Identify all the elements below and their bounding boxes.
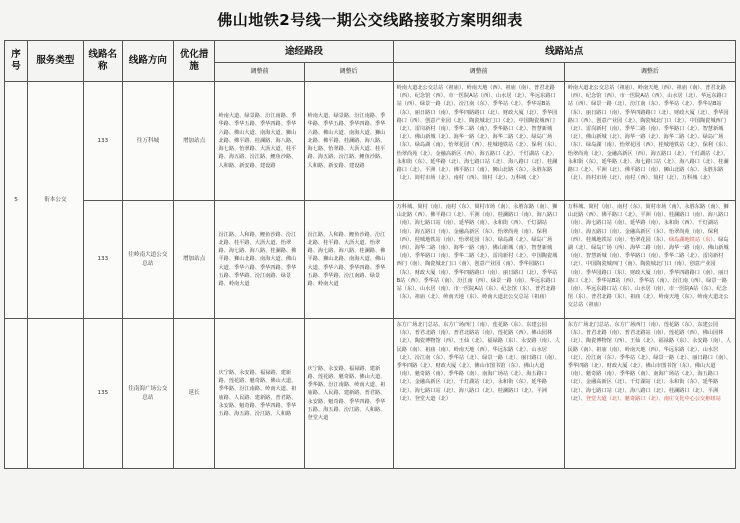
table-row — [5, 82, 736, 201]
header-via-route: 途经路段 — [215, 41, 393, 63]
table-row — [5, 319, 736, 469]
stops-after-new: 登堂大道（北）、魁奇路口（北）、南庄文化中心公交枢纽站 — [585, 395, 721, 402]
header-stops-before: 调整前 — [393, 63, 564, 82]
route-measure: 增加站点 — [173, 82, 215, 201]
table-row — [5, 201, 736, 319]
via-after: 汾江路、人和路、鲤鱼沙路、汾江北路、桂平路、大沥大道、怡翠路、海七路、海八路、桂澜路、佛平路、狮山北路、南海大道、佛山大道、季华六路、季华四路、季华五路、季华路、汾江南路、绿景路、岭南大道 — [304, 201, 393, 319]
header-index: 序号 — [5, 41, 28, 82]
header-service-type: 服务类型 — [28, 41, 84, 82]
stops-after-text: 万科城、简村（南）、南村（东）、简村市场（南）、永胜东路（南）、狮山北路（西）、佛平路口（北）、平洲（南）、桂澜路口（南）、海八路口（南）、海七路口站（南）、延华路（南）、永和街（西）、千灯湖站（南）、海五路口（南）、金融高新区（东）、怡翠尚苑（南）、保利（西）、桂城地铁站（南）、怡翠花园（东）、 — [567, 204, 729, 243]
stops-before: 东方广场北门总站、东方广场西门（南）、莲花路（东）、东建公园（东）、普君北路（南）、普君北路站（南）、莲花路（西）、佛山园林（北）、陶瓷博物馆（西）、王仙（北）、福禄路（东）、永安路（南）、人民路（南）、祖庙（南）、岭南天地（西）、华远东路（北）、山水居（北）、汾江南（东）、季华站（北）、绿景一路（北）、丽日路口（南）、季华四路（北）、财政大厦（北）、佛山市图书馆（东）、佛山大道（南）、魁奇路（南）、季华路（南）、南海广场站（北）、海五路口（北）、金融高新区（北）、千灯湖站（北）、永和街（东）、延华路（北）、海七路口站（北）、海八路口（北）、桂澜路口（北）、平洲（北）、登堂大道（北） — [393, 319, 564, 469]
route-name: 133 — [83, 201, 122, 319]
stops-before: 岭南大道北公交总站（祖庙）、岭南天地（西）、祖庙（南）、普君北路（西）、纪念馆（西）、市一医院A站（西）、山水居（北）、华远东路口站（西）、绿景一路（北）、汾江南（东）、季华站（北）、季华站B站（东）、丽日路口（南）、季华四路路口（北）、财政大厦（北）、季华园路口（西）、创意产业园（北）、陶瓷城北门口（北）、中国陶瓷城西门（北）、雷岗新村（南）、季华二路（南）、季华路口（北）、智慧新城（北）、佛山新城（北）、海华一路（北）、海华二路（北）、绿岛广场（东）、绿岛湖（南）、怡翠花园（西）、桂城地铁站（北）、保利（东）、怡翠尚苑（北）、金融高新区（西）、海五路口（北）、千灯湖站（北）、永和街（东）、延华路（北）、海七路口站（北）、海八路口（北）、桂澜路口（北）、平洲（北）、佛平路口（南）、狮山北路（东）、永胜东路（北）、简村市场（北）、南村（西）、简村（北）、万科城（北） — [393, 82, 564, 201]
route-table — [4, 40, 736, 469]
route-name: 135 — [83, 319, 122, 469]
header-measure: 优化措施 — [173, 41, 215, 82]
via-before: 岭南大道、绿景路、汾江南路、季华路、季华五路、季华四路、季华六路、佛山大道、南海大道、狮山北路、佛平路、桂澜路、海八路、海七路、怡翠路、大沥大道、桂平路、海五路、汾江路、鲤鱼沙路、人和路、新安路、建设路 — [215, 82, 304, 201]
route-name: 133 — [83, 82, 122, 201]
group-index: 5 — [5, 82, 28, 319]
header-stops: 线路站点 — [393, 41, 735, 63]
stops-after — [564, 319, 735, 469]
header-via-after: 调整后 — [304, 63, 393, 82]
route-measure: 延长 — [173, 319, 215, 469]
group-service-type-empty — [28, 319, 84, 469]
header-route-name: 线路名称 — [83, 41, 122, 82]
stops-after — [564, 201, 735, 319]
group-service-type: 衔本公交 — [28, 82, 84, 319]
route-direction: 往岭南大道公交总站 — [122, 201, 173, 319]
header-via-before: 调整前 — [215, 63, 304, 82]
stops-after-new: 绿岛湖地铁站（东） — [668, 236, 713, 243]
route-measure: 增加站点 — [173, 201, 215, 319]
via-after: 庆宁路、永安路、福禄路、建新路、莲花路、魁奇路、佛山大道、季华路、汾江南路、岭南大道、祖庙路、人民路、建新路、普君路、永安路、魁奇路、季华四路、季华五路、海五路、汾江路、人和路、登堂大道 — [304, 319, 393, 469]
stops-after-text: 东方广场北门总站、东方广场西门（南）、莲花路（东）、东建公园（东）、普君北路（南）、普君北路站（南）、莲花路（西）、佛山园林（北）、陶瓷博物馆（西）、王仙（北）、福禄路（东）、永安路（南）、人民路（南）、祖庙（南）、岭南天地（西）、华远东路（北）、山水居（北）、汾江南（东）、季华站（北）、绿景一路（北）、丽日路口（南）、季华四路（北）、财政大厦（北）、佛山市图书馆（东）、佛山大道（南）、魁奇路（南）、季华路（南）、南海广场站（北）、海五路口（北）、金融高新区（北）、千灯湖站（北）、永和街（东）、延华路（北）、海七路口站（北）、海八路口（北）、桂澜路口（北）、平洲（北）、 — [567, 322, 732, 402]
route-direction: 往万科城 — [122, 82, 173, 201]
page-title: 佛山地铁2号线一期公交线路接驳方案明细表 — [217, 11, 523, 29]
header-stops-after: 调整后 — [564, 63, 735, 82]
stops-after-tail: 、绿岛湖（北）、绿岛广场（西）、海华二路（南）、海华一路（南）、佛山新城（南）、智慧新城（南）、季华路口（南）、季华二路（北）、雷岗新村（北）、中国陶瓷城西门（南）、陶瓷城北门口（南）、创意产业园（南）、季华园路口（东）、财政大厦（南）、季华四路路口（南）、丽日路口（北）、季华站B站（西）、季华站（南）、汾江南（西）、绿景一路（南）、华远东路口站（东）、山水居（南）、市一医院A站（东）、纪念馆（东）、普君北路（东）、祖庙（北）、岭南天地（东）、岭南大道北公交总站（祖庙） — [567, 236, 729, 309]
via-after: 岭南大道、绿景路、汾江南路、季华路、季华五路、季华四路、季华六路、佛山大道、南海大道、狮山北路、佛平路、桂澜路、海八路、海七路、怡翠路、大沥大道、桂平路、海五路、汾江路、鲤鱼沙路、人和路、新安路、建设路 — [304, 82, 393, 201]
stops-before: 万科城、简村（南）、南村（东）、简村市场（南）、永胜东路（南）、狮山北路（西）、佛平路口（北）、平洲（南）、桂澜路口（南）、海八路口（南）、海七路口站（南）、延华路（南）、永和街（西）、千灯湖站（南）、海五路口（南）、金融高新区（东）、怡翠尚苑（南）、保利（西）、桂城地铁站（南）、怡翠花园（东）、绿岛湖（北）、绿岛广场（西）、海华二路（南）、海华一路（南）、佛山新城（南）、智慧新城（南）、季华路口（南）、季华二路（北）、雷岗新村（北）、中国陶瓷城西门（南）、陶瓷城北门口（南）、创意产业园（南）、季华园路口（东）、财政大厦（南）、季华四路路口（南）、丽日路口（北）、季华站B站（西）、季华站（南）、汾江南（西）、绿景一路（南）、华远东路口站（东）、山水居（南）、市一医院A站（东）、纪念馆（东）、普君北路（东）、祖庙（北）、岭南天地（东）、岭南大道北公交总站（祖庙） — [393, 201, 564, 319]
route-direction: 往南海广场公交总站 — [122, 319, 173, 469]
group-index-empty — [5, 319, 28, 469]
via-before: 庆宁路、永安路、福禄路、建新路、莲花路、魁奇路、佛山大道、季华路、汾江南路、岭南大道、祖庙路、人民路、建新路、普君路、永安路、魁奇路、季华四路、季华五路、海五路、汾江路、人和路 — [215, 319, 304, 469]
via-before: 汾江路、人和路、鲤鱼沙路、汾江北路、桂平路、大沥大道、怡翠路、海七路、海八路、桂澜路、佛平路、狮山北路、南海大道、佛山大道、季华六路、季华四路、季华五路、季华路、汾江南路、绿景路、岭南大道 — [215, 201, 304, 319]
stops-after: 岭南大道北公交总站（祖庙）、岭南天地（西）、祖庙（南）、普君北路（西）、纪念馆（西）、市一医院A站（西）、山水居（北）、华远东路口站（西）、绿景一路（北）、汾江南（东）、季华站（北）、季华站B站（东）、丽日路口（南）、季华四路路口（北）、财政大厦（北）、季华园路口（西）、创意产业园（北）、陶瓷城北门口（北）、中国陶瓷城西门（北）、雷岗新村（南）、季华二路（南）、季华路口（北）、智慧新城（北）、佛山新城（北）、海华一路（北）、海华二路（北）、绿岛广场（东）、绿岛湖（南）、怡翠花园（西）、桂城地铁站（北）、保利（东）、怡翠尚苑（北）、金融高新区（西）、海五路口（北）、千灯湖站（北）、永和街（东）、延华路（北）、海七路口站（北）、海八路口（北）、桂澜路口（北）、平洲（北）、佛平路口（南）、狮山北路（东）、永胜东路（北）、简村市场（北）、南村（西）、简村（北）、万科城（北） — [564, 82, 735, 201]
header-direction: 线路方向 — [122, 41, 173, 82]
